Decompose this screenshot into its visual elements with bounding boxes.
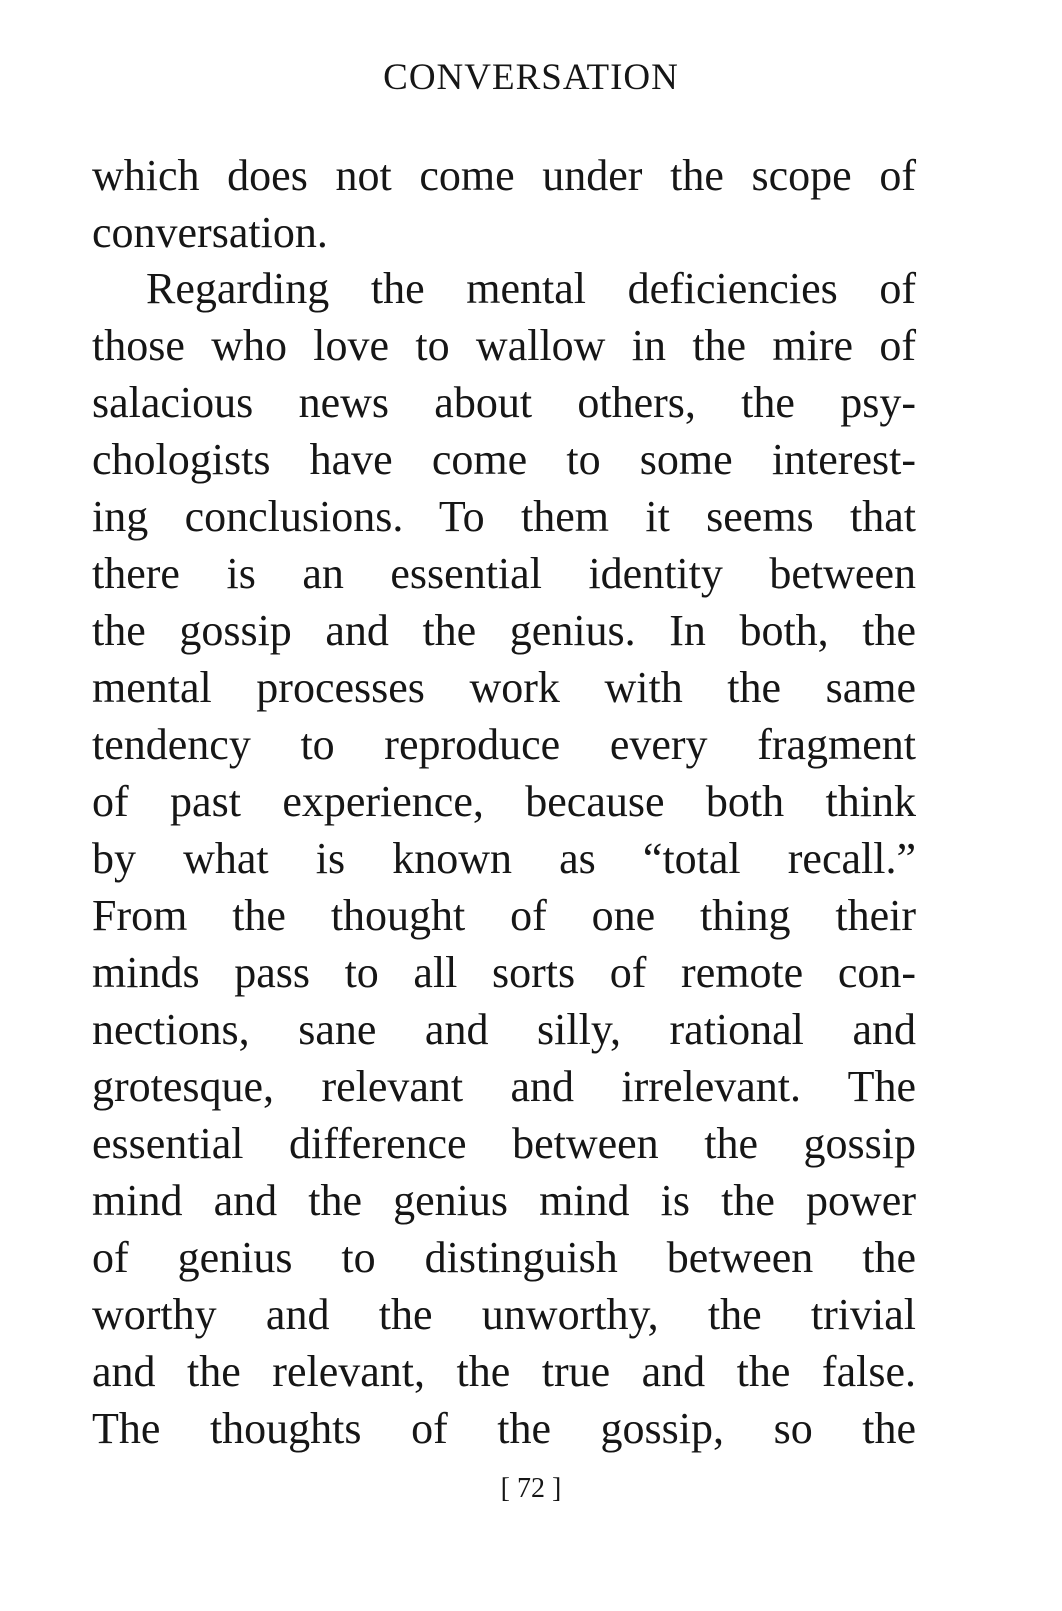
text-line: mind and the genius mind is the power	[92, 1176, 916, 1225]
text-line: tendency to reproduce every fragment	[92, 720, 916, 769]
text-line: of past experience, because both think	[92, 777, 916, 826]
text-line: those who love to wallow in the mire of	[92, 321, 916, 370]
text-line: ing conclusions. To them it seems that	[92, 492, 916, 541]
text-line: minds pass to all sorts of remote con-	[92, 948, 916, 997]
text-line: essential difference between the gossip	[92, 1119, 916, 1168]
paragraph-first-line: Regarding the mental deficiencies of	[146, 264, 916, 313]
text-line: chologists have come to some interest-	[92, 435, 916, 484]
text-line: nections, sane and silly, rational and	[92, 1005, 916, 1054]
text-line: and the relevant, the true and the false.	[92, 1347, 916, 1396]
text-line: of genius to distinguish between the	[92, 1233, 916, 1282]
page-number: [ 72 ]	[500, 1473, 562, 1504]
text-line: From the thought of one thing their	[92, 891, 916, 940]
text-line: grotesque, relevant and irrelevant. The	[92, 1062, 916, 1111]
text-line: there is an essential identity between	[92, 549, 916, 598]
text-line: which does not come under the scope of	[92, 151, 916, 200]
text-line: mental processes work with the same	[92, 663, 916, 712]
text-line: salacious news about others, the psy-	[92, 378, 916, 427]
text-line: worthy and the unworthy, the trivial	[92, 1290, 916, 1339]
text-line: by what is known as “total recall.”	[92, 834, 916, 883]
text-line: conversation.	[92, 208, 328, 257]
running-head: CONVERSATION	[383, 57, 679, 98]
text-line: The thoughts of the gossip, so the	[92, 1404, 916, 1453]
text-line: the gossip and the genius. In both, the	[92, 606, 916, 655]
